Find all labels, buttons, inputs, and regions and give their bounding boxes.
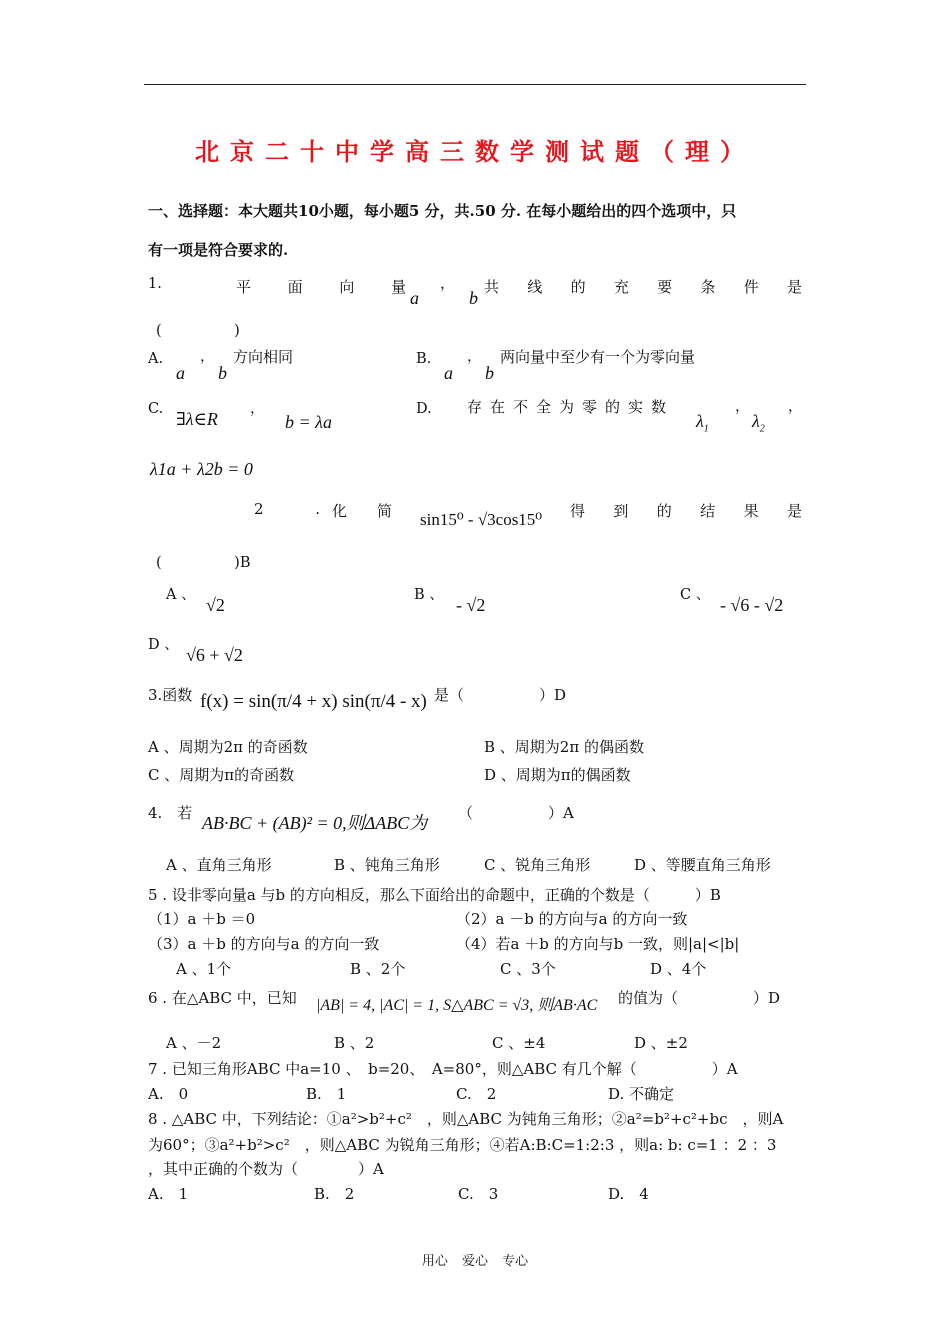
page-title: 北京二十中学高三数学测试题（理） [195,138,755,166]
q1-option-d-label: D. [416,401,432,417]
q3-function: f(x) = sin(π/4 + x) sin(π/4 - x) [200,691,427,712]
q5-option-b: B 、2个 [350,960,406,978]
q5-statement-2: （2）a －b 的方向与a 的方向一致 [456,910,688,928]
q2-option-c-label: C 、 [680,587,711,603]
q7-option-b: B. 1 [306,1085,347,1103]
q6-option-d: D 、±2 [634,1034,688,1052]
q1-option-c-comma: ， [250,401,265,417]
q1-word: 条 [700,278,716,296]
q2-word: 化 [332,502,348,520]
q1-option-b-comma: ， [467,349,482,365]
q1-option-a-label: A. [148,351,164,367]
q1-option-c-label: C. [148,401,164,417]
page-footer: 用心 爱心 专心 [421,1254,529,1269]
q1-word: 的 [570,278,586,296]
q8-stem-line2: 为60°；③a²+b²>c² ，则△ABC 为锐角三角形；④若A:B:C=1:2:3 ，则a: b: c=1 ：2 ：3 [148,1136,777,1154]
q2-option-b-label: B 、 [414,587,444,603]
q8-option-b: B. 2 [314,1185,355,1203]
q1-option-a-vec-a: a [176,363,185,383]
q2-word: 果 [743,502,759,520]
q3-option-a: A 、周期为2π 的奇函数 [148,738,308,756]
q5-statement-4: （4）若a ＋b 的方向与b 一致，则|a|<|b| [456,935,740,953]
q1-word: 件 [743,278,759,296]
q2-option-a-value: √2 [206,595,225,615]
q6-option-c: C 、±4 [492,1034,546,1052]
q1-word: 平 [236,278,252,296]
q2-word: 的 [656,502,672,520]
q1-option-c-math1: ∃λ∈R [176,409,218,429]
q2-word: 2 [254,500,264,518]
q1-word: 充 [613,278,629,296]
q2-option-b-value: - √2 [456,595,486,615]
q4-option-b: B 、钝角三角形 [334,856,440,874]
q5-option-d: D 、4个 [650,960,707,978]
q3-option-c: C 、周期为π的奇函数 [148,766,295,784]
q2-option-a-label: A 、 [166,587,196,603]
q1-option-b-vec-a: a [444,363,453,383]
q4-stem: 4. 若 [148,804,193,822]
q1-option-b-label: B. [416,351,432,367]
q1-word: 是 [786,278,802,296]
q1-option-d-comma1: ， [735,399,750,415]
q7-option-d: D. 不确定 [608,1085,675,1103]
q1-answer-paren: ( ) [156,323,240,339]
q1-word: 要 [657,278,673,296]
q6-stem: 6 . 在△ABC 中，已知 [148,989,297,1007]
q2-stem-part1 [332,500,392,521]
q2-answer-paren: ( )B [156,555,251,571]
q5-stem: 5 . 设非零向量a 与b 的方向相反，那么下面给出的命题中，正确的个数是（ ）B [148,886,721,904]
q8-option-a: A. 1 [148,1185,189,1203]
q6-condition: |AB| = 4, |AC| = 1, S△ABC = √3, 则AB·AC [316,997,598,1014]
q1-option-a-comma: ， [200,349,215,365]
q1-option-a-text: 方向相同 [233,348,294,366]
q1-option-b-vec-b: b [485,363,494,383]
q5-statement-3: （3）a ＋b 的方向与a 的方向一致 [148,935,380,953]
section-heading-line1: 一、选择题：本大题共10小题，每小题5 分，共.50 分. 在每小题给出的四个选项中，只 [148,202,737,220]
q1-word: 面 [287,278,303,296]
q4-equation: AB·BC + (AB)² = 0,则ΔABC为 [202,813,428,833]
q1-stem-part2 [484,276,802,297]
q1-option-d-lambda2: $\lambda_2$ [752,411,765,435]
q1-option-d-comma2: ， [788,399,803,415]
q1-word: 共 [484,278,500,296]
q6-option-a: A 、－2 [166,1034,222,1052]
q1-vector-a: a [410,288,419,308]
q6-option-b: B 、2 [334,1034,375,1052]
q3-stem: 3.函数 [148,686,193,704]
q1-word: 线 [527,278,543,296]
q2-option-c-value: - √6 - √2 [720,595,784,615]
q2-word: 得 [570,502,586,520]
q2-expression: sin15⁰ - √3cos15⁰ [420,510,543,529]
q8-stem-line1: 8 . △ABC 中，下列结论：①a²>b²+c² ，则△ABC 为钝角三角形；②a²=b²+c²+bc ，则A [148,1110,784,1128]
q5-option-c: C 、3个 [500,960,556,978]
q7-stem: 7 . 已知三角形ABC 中a=10 、 b=20、 A=80°，则△ABC 有几个解（ ）A [148,1060,738,1078]
q1-word: 向 [339,278,355,296]
q2-option-d-label: D 、 [148,637,179,653]
q7-option-c: C. 2 [456,1085,497,1103]
q7-option-a: A. 0 [148,1085,189,1103]
q1-stem-part1 [236,276,406,297]
q2-word: 是 [786,502,802,520]
q5-statement-1: （1）a ＋b ＝0 [148,910,256,928]
q3-option-d: D 、周期为π的偶函数 [484,766,631,784]
q1-word: 量 [390,278,406,296]
q1-option-d-text: 存在不全为零的实数 [467,398,675,416]
q2-word: . [315,500,320,518]
q1-option-a-vec-b: b [218,363,227,383]
q1-comma: ， [440,274,456,292]
q1-option-b-text: 两向量中至少有一个为零向量 [500,348,696,366]
q2-option-d-value: √6 + √2 [186,645,243,665]
q2-word: 结 [700,502,716,520]
q2-stem-number [254,500,320,518]
q2-word: 简 [376,502,392,520]
q8-option-c: C. 3 [458,1185,499,1203]
q4-option-c: C 、锐角三角形 [484,856,591,874]
q2-stem-part2 [570,500,802,521]
q4-tail: （ ）A [458,804,574,822]
q4-option-a: A 、直角三角形 [166,856,272,874]
q2-word: 到 [613,502,629,520]
header-rule [144,84,806,85]
q5-option-a: A 、1个 [176,960,232,978]
q1-option-c-math2: b = λa [285,412,332,432]
q4-option-d: D 、等腰直角三角形 [634,856,771,874]
q3-tail: 是（ ）D [434,686,567,704]
section-heading-line2: 有一项是符合要求的. [148,241,289,259]
q1-number: 1. [148,276,162,292]
q3-option-b: B 、周期为2π 的偶函数 [484,738,644,756]
q1-vector-b: b [469,288,478,308]
q6-tail: 的值为（ ）D [618,989,781,1007]
q1-option-d-equation: λ1a + λ2b = 0 [150,459,253,479]
q1-option-d-lambda1: $\lambda_1$ [696,411,709,435]
q8-stem-line3: ，其中正确的个数为（ ）A [148,1160,384,1178]
q8-option-d: D. 4 [608,1185,649,1203]
